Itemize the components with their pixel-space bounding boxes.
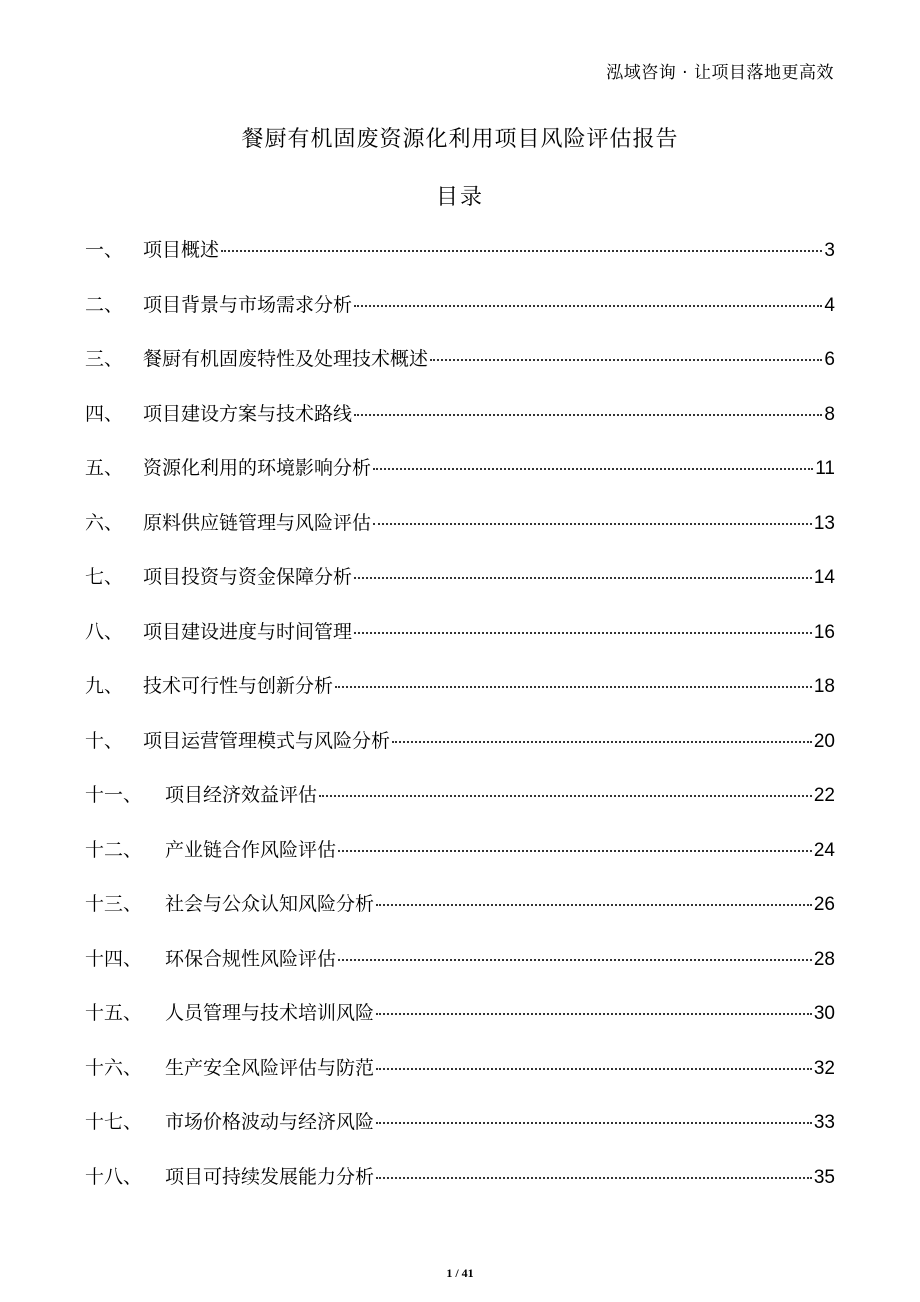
toc-entry-title: 项目经济效益评估 [165, 784, 318, 806]
toc-entry-title: 项目建设进度与时间管理 [143, 620, 353, 643]
toc-entry[interactable] [85, 884, 835, 939]
toc-dot-leader [376, 1176, 812, 1179]
toc-entry-page-number: 35 [813, 1166, 835, 1188]
toc-entry-page-number: 24 [813, 839, 835, 861]
toc-entry-title: 项目运营管理模式与风险分析 [143, 729, 391, 752]
toc-entry[interactable] [85, 503, 835, 558]
toc-entry-title: 人员管理与技术培训风险 [165, 1002, 375, 1024]
toc-dot-leader [430, 358, 822, 361]
toc-entry-number: 七、 [85, 566, 124, 588]
toc-entry-page-number: 4 [824, 294, 835, 316]
toc-entry-number: 十五、 [85, 1002, 143, 1024]
toc-entry[interactable] [85, 285, 835, 340]
toc-entry-number: 九、 [85, 675, 124, 697]
toc-entry-title: 社会与公众认知风险分析 [165, 893, 375, 915]
toc-entry[interactable] [85, 721, 835, 776]
toc-entry-number: 六、 [85, 511, 124, 534]
toc-dot-leader [338, 849, 812, 852]
toc-entry[interactable] [85, 557, 835, 612]
toc-entry-number: 十六、 [85, 1056, 143, 1079]
toc-entry-title: 市场价格波动与经济风险 [165, 1111, 375, 1133]
toc-dot-leader [335, 685, 812, 688]
toc-entry-page-number: 20 [813, 730, 835, 752]
toc-heading: 目录 [435, 185, 484, 210]
toc-entry[interactable] [85, 448, 835, 503]
toc-entry-page-number: 33 [813, 1112, 835, 1133]
toc-dot-leader [221, 249, 822, 252]
toc-dot-leader [319, 794, 812, 797]
toc-entry[interactable] [85, 230, 835, 285]
toc-dot-leader [376, 903, 812, 906]
toc-entry-title: 技术可行性与创新分析 [143, 675, 334, 697]
toc-entry-title: 项目投资与资金保障分析 [143, 566, 353, 588]
toc-entry-title: 产业链合作风险评估 [165, 838, 337, 861]
toc-entry-number: 十四、 [85, 947, 143, 970]
toc-entry-number: 五、 [85, 457, 124, 479]
page-header: 泓域咨询 · 让项目落地更高效 [606, 63, 834, 83]
toc-entry-title: 项目背景与市场需求分析 [143, 293, 353, 316]
toc-entry[interactable] [85, 339, 835, 394]
toc-entry-page-number: 26 [813, 894, 835, 915]
toc-entry[interactable] [85, 1048, 835, 1103]
toc-entry-page-number: 30 [813, 1003, 835, 1024]
toc-entry-title: 环保合规性风险评估 [165, 947, 337, 970]
toc-entry-title: 原料供应链管理与风险评估 [143, 511, 372, 534]
toc-entry-title: 资源化利用的环境影响分析 [143, 457, 372, 479]
toc-entry-page-number: 3 [824, 240, 835, 261]
toc-entry[interactable] [85, 1102, 835, 1157]
toc-entry-page-number: 22 [813, 785, 835, 806]
toc-dot-leader [338, 958, 812, 961]
toc-entry-title: 项目建设方案与技术路线 [143, 402, 353, 425]
toc-entry-page-number: 16 [813, 621, 835, 643]
toc-entry-number: 三、 [85, 348, 124, 370]
toc-entry-title: 餐厨有机固废特性及处理技术概述 [143, 348, 429, 370]
toc-dot-leader [392, 740, 812, 743]
toc-entry-page-number: 32 [813, 1057, 835, 1079]
toc-entry-title: 项目概述 [143, 239, 220, 261]
toc-entry-number: 十一、 [85, 784, 143, 806]
toc-entry[interactable] [85, 666, 835, 721]
page-indicator: 1 / 41 [446, 1266, 474, 1280]
toc-entry-page-number: 28 [813, 948, 835, 970]
toc-entry-number: 十三、 [85, 893, 143, 915]
toc-entry-page-number: 11 [815, 458, 835, 479]
toc-entry[interactable] [85, 1157, 835, 1212]
toc-entry-number: 十二、 [85, 838, 143, 861]
toc-dot-leader [354, 631, 812, 634]
toc-dot-leader [354, 413, 822, 416]
toc-entry-title: 项目可持续发展能力分析 [165, 1165, 375, 1188]
toc-entry-number: 十、 [85, 729, 124, 752]
toc-entry[interactable] [85, 939, 835, 994]
toc-entry-number: 十八、 [85, 1165, 143, 1188]
toc-entry-number: 四、 [85, 402, 124, 425]
toc-entry-page-number: 18 [813, 676, 835, 697]
toc-entry-title: 生产安全风险评估与防范 [165, 1056, 375, 1079]
toc-entry-page-number: 6 [824, 349, 835, 370]
toc-dot-leader [354, 576, 812, 579]
toc-entry[interactable] [85, 830, 835, 885]
toc-entry-number: 八、 [85, 620, 124, 643]
table-of-contents [85, 230, 835, 1211]
toc-dot-leader [373, 467, 813, 470]
toc-dot-leader [373, 522, 812, 525]
toc-dot-leader [376, 1121, 812, 1124]
toc-entry-number: 一、 [85, 239, 124, 261]
toc-entry-number: 二、 [85, 293, 124, 316]
document-title: 餐厨有机固废资源化利用项目风险评估报告 [241, 127, 679, 152]
toc-entry[interactable] [85, 993, 835, 1048]
toc-dot-leader [376, 1067, 812, 1070]
toc-entry-number: 十七、 [85, 1111, 143, 1133]
toc-entry[interactable] [85, 775, 835, 830]
toc-dot-leader [376, 1012, 812, 1015]
toc-entry-page-number: 13 [813, 512, 835, 534]
toc-entry[interactable] [85, 394, 835, 449]
toc-entry[interactable] [85, 612, 835, 667]
toc-dot-leader [354, 304, 822, 307]
toc-entry-page-number: 8 [824, 403, 835, 425]
toc-entry-page-number: 14 [813, 567, 835, 588]
